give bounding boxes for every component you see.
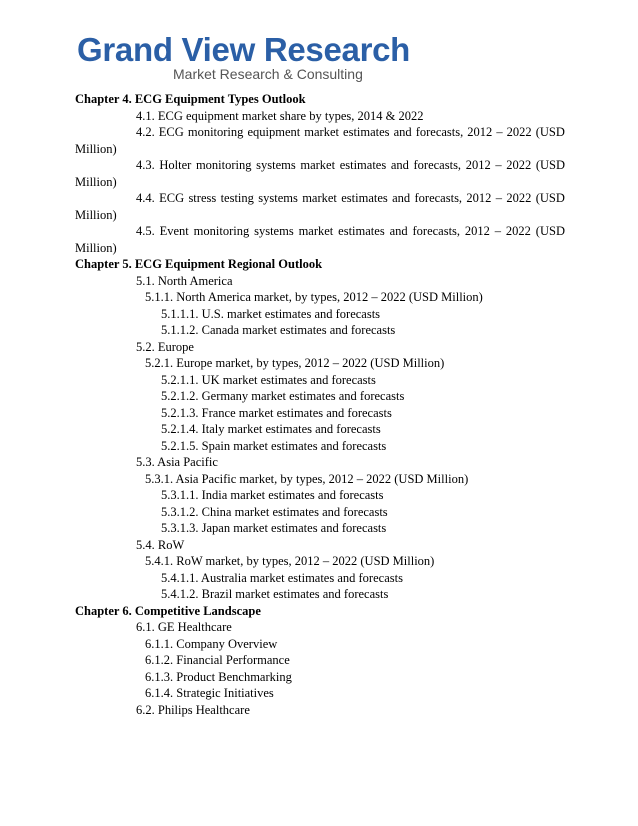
- toc-item-5-2-1-2: 5.2.1.2. Germany market estimates and forecasts: [161, 389, 405, 403]
- toc-item-5-1: 5.1. North America: [136, 273, 233, 288]
- toc-word: market: [300, 158, 336, 172]
- toc-word: estimates: [341, 191, 388, 205]
- toc-word: and: [392, 191, 411, 205]
- toc-word: –: [495, 191, 502, 205]
- toc-word: estimates: [343, 125, 390, 139]
- toc-item-5-3-1-3: 5.3.1.3. Japan market estimates and forecasts: [161, 521, 387, 535]
- toc-item-5-2-1-1: 5.2.1.1. UK market estimates and forecasts: [161, 372, 376, 387]
- chapter-4-heading: Chapter 4. ECG Equipment Types Outlook: [75, 92, 306, 106]
- toc-item-5-2: 5.2. Europe: [136, 339, 194, 354]
- toc-word: 2012: [464, 224, 490, 238]
- toc-item-4-5: [75, 223, 565, 240]
- toc-word: forecasts,: [414, 191, 463, 205]
- chapter-6-heading: Chapter 6. Competitive Landscape: [75, 603, 261, 618]
- toc-item-5-1-1: 5.1.1. North America market, by types, 2012 – 2022 (USD Million): [145, 290, 483, 304]
- toc-word: –: [494, 224, 502, 238]
- toc-item-6-1: 6.1. GE Healthcare: [136, 620, 232, 634]
- toc-item-5-2-1-5: 5.2.1.5. Spain market estimates and forecasts: [161, 438, 387, 453]
- toc-word: (USD: [535, 125, 565, 139]
- toc-word: monitoring: [187, 125, 244, 139]
- toc-word: equipment: [247, 125, 301, 139]
- toc-item-4-1: 4.1. ECG equipment market share by types, 2014 & 2022: [136, 108, 424, 123]
- toc-item-5-4-1-1: 5.4.1.1. Australia market estimates and forecasts: [161, 570, 403, 585]
- toc-word: (USD: [535, 224, 565, 238]
- toc-word: 4.4.: [136, 191, 155, 205]
- toc-word: monitoring: [195, 158, 252, 172]
- toc-item-5-4: 5.4. RoW: [136, 537, 185, 552]
- toc-item-5-2-1-4: 5.2.1.4. Italy market estimates and forecasts: [161, 422, 381, 436]
- toc-item-6-1-2: 6.1.2. Financial Performance: [145, 653, 290, 667]
- toc-word: market: [298, 224, 334, 238]
- toc-word: 4.5.: [136, 224, 155, 238]
- toc-word: and: [390, 158, 409, 172]
- toc-word: ECG: [159, 191, 185, 205]
- toc-word: 2022: [506, 125, 532, 139]
- toc-item-5-3-1-1: 5.3.1.1. India market estimates and forecasts: [161, 488, 384, 502]
- toc-word: testing: [220, 191, 254, 205]
- toc-word: 4.2.: [136, 125, 155, 139]
- toc-word: forecasts,: [413, 158, 462, 172]
- toc-item-5-4-1: 5.4.1. RoW market, by types, 2012 – 2022 (USD Million): [145, 554, 435, 568]
- toc-word: 2022: [506, 191, 532, 205]
- company-logo: [77, 30, 411, 86]
- toc-item-5-3-1: 5.3.1. Asia Pacific market, by types, 2012 – 2022 (USD Million): [145, 471, 469, 486]
- toc-word: 2022: [506, 158, 532, 172]
- toc-word: and: [393, 125, 412, 139]
- toc-item-5-1-1-1: 5.1.1.1. U.S. market estimates and forecasts: [161, 306, 381, 321]
- toc-item-4-4: [75, 190, 565, 207]
- toc-item-5-4-1-2: 5.4.1.2. Brazil market estimates and forecasts: [161, 587, 389, 601]
- toc-item-4-3: [75, 157, 565, 174]
- toc-word: Event: [159, 224, 189, 238]
- toc-word: systems: [256, 158, 296, 172]
- toc-item-5-2-1: 5.2.1. Europe market, by types, 2012 – 2022 (USD Million): [145, 356, 445, 370]
- toc-item-5-3-1-2: 5.3.1.2. China market estimates and forecasts: [161, 504, 388, 519]
- toc-item-6-2: 6.2. Philips Healthcare: [136, 702, 250, 717]
- toc-word: stress: [188, 191, 217, 205]
- toc-word: estimates: [339, 158, 387, 172]
- toc-word: 2022: [505, 224, 531, 238]
- toc-word: 2012: [466, 191, 492, 205]
- toc-item-5-3: 5.3. Asia Pacific: [136, 455, 218, 469]
- toc-word: 2012: [467, 125, 493, 139]
- toc-word: monitoring: [193, 224, 250, 238]
- toc-word: forecasts,: [415, 125, 464, 139]
- toc-item-5-2-1-3: 5.2.1.3. France market estimates and forecasts: [161, 405, 392, 420]
- toc-word: –: [495, 158, 502, 172]
- toc-word: market: [302, 191, 337, 205]
- toc-item-4-2-continuation: Million): [75, 141, 117, 156]
- toc-word: Holter: [159, 158, 192, 172]
- toc-item-4-5-continuation: Million): [75, 240, 117, 255]
- table-of-contents: [75, 91, 565, 718]
- toc-item-6-1-3: 6.1.3. Product Benchmarking: [145, 669, 292, 684]
- toc-word: estimates: [338, 224, 385, 238]
- toc-item-4-2: [75, 124, 565, 141]
- toc-word: (USD: [535, 191, 565, 205]
- toc-word: forecasts,: [412, 224, 461, 238]
- toc-word: (USD: [535, 158, 565, 172]
- toc-word: 4.3.: [136, 158, 155, 172]
- toc-word: market: [304, 125, 339, 139]
- toc-word: systems: [254, 224, 294, 238]
- toc-item-6-1-1: 6.1.1. Company Overview: [145, 636, 278, 651]
- chapter-5-heading: Chapter 5. ECG Equipment Regional Outlook: [75, 257, 323, 271]
- toc-item-5-1-1-2: 5.1.1.2. Canada market estimates and forecasts: [161, 323, 396, 337]
- toc-word: –: [496, 125, 503, 139]
- toc-word: 2012: [465, 158, 491, 172]
- toc-word: ECG: [158, 125, 184, 139]
- logo-tagline: Market Research & Consulting: [173, 66, 363, 82]
- toc-item-4-4-continuation: Million): [75, 207, 117, 222]
- toc-item-4-3-continuation: Million): [75, 174, 117, 189]
- logo-name: Grand View Research: [77, 31, 411, 68]
- toc-word: and: [389, 224, 408, 238]
- toc-item-6-1-4: 6.1.4. Strategic Initiatives: [145, 686, 274, 700]
- toc-word: systems: [258, 191, 298, 205]
